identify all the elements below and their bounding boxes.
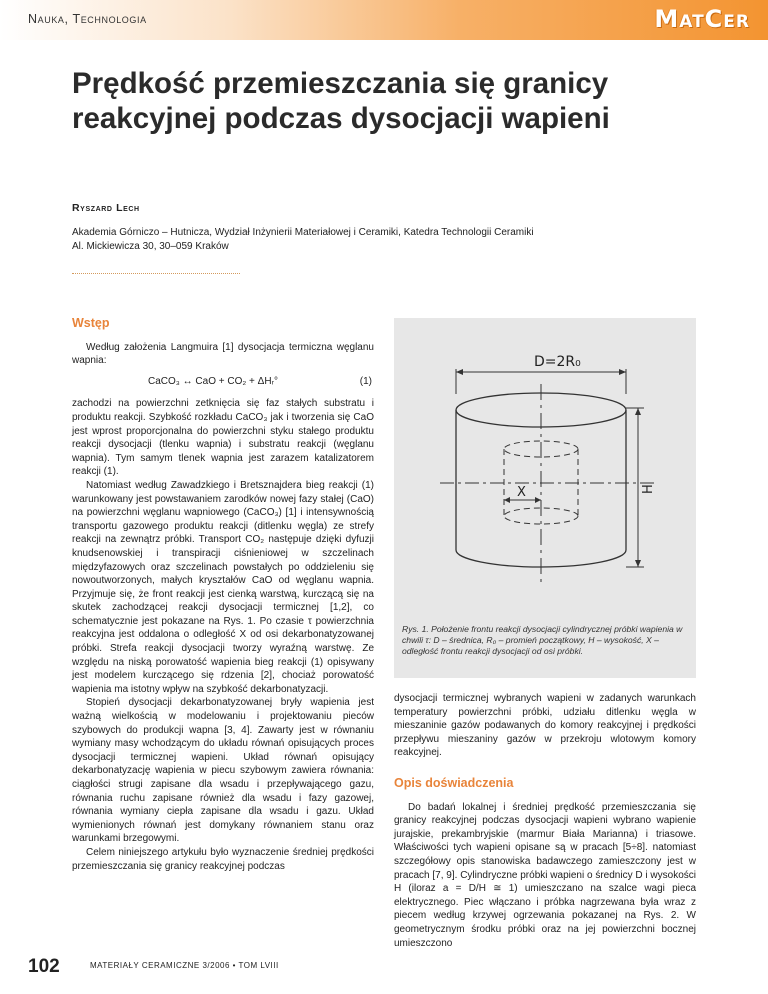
arrow-up (635, 408, 641, 415)
paragraph-5: dysocjacji termicznej wybranych wapieni w zadanych warunkach temperatury powierzchni próbki, udziału ditlenku węgla w mieszaninie gazów podawanych do komory reakcyjnej i prędkości przepływu mieszaniny gazów w przekroju wlotowym komory reakcyjnej. (394, 693, 696, 759)
paragraph-6: Do badań lokalnej i średniej prędkość przemieszczania się granicy reakcyjnej podczas dysocjacji wapieni wybrano wapienie jurajskie, prekambryjskie (marmur Biała Marianna) i triasowe. Właściwości tych wapieni opisane są w pracach [5÷8]. natomiast szczegółowy opis stanowiska badawczego zamieszczony jest w pracach [7, 9]. Cylindryczne próbki wapieni o średnicy D i wysokości H (iloraz a = D/H ≅ 1) umieszczano na szalce wagi pieca elektrycznego. Piec włączano i próbka nagrzewana była wraz z piecem według krzywej ogrzewania pokazanej na Rys. 2. W geometrycznym środku próbki oraz na jej powierzchni bocznej umieszczono (394, 801, 696, 949)
page-number: 102 (28, 956, 60, 977)
affiliation-line-1: Akademia Górniczo – Hutnicza, Wydział Inżynierii Materiałowej i Ceramiki, Katedra Technologii Ceramiki (72, 227, 534, 238)
journal-logo: MatCer (654, 5, 750, 33)
title-line-2: reakcyjnej podczas dysocjacji wapieni (72, 102, 610, 135)
paragraph-4: Celem niniejszego artykułu było wyznaczenie średniej prędkości przemieszczania się granicy reakcyjnej podczas (72, 846, 374, 872)
cylinder-diagram (400, 324, 690, 619)
paragraph-3: Stopień dysocjacji dekarbonatyzowanej bryły wapienia jest ważną wielkością w modelowaniu i projektowaniu pieców szybowych do produkcji wapna [3, 4]. Zawarty jest w równaniu wymiany masy wchodzącym do układu równań opisujących proces dysocjacji termicznej wapieni. Układ równań opisujący dekarbonatyzację wapienia w piecu szybowym zawiera równania: ciągłości strugi zapisane dla wsadu i przepływającego gazu, równania ruchu zapisane również dla wsadu i fazy gazowej, równania wymiany ciepła zapisane dla wsadu i gazu. Układ wymienionych równań jest domykany równaniem stanu oraz warunkami brzegowymi. (72, 697, 374, 845)
equation-number: (1) (359, 375, 372, 387)
left-column (72, 317, 374, 873)
arrow-x-right (535, 497, 541, 503)
arrow-left (456, 369, 463, 375)
affiliation-line-2: Al. Mickiewicza 30, 30–059 Kraków (72, 240, 229, 252)
author-name: Ryszard Lech (72, 202, 140, 214)
title-line-1: Prędkość przemieszczania się granicy (72, 67, 609, 100)
section-heading-intro: Wstęp (72, 316, 110, 330)
paragraph-1: zachodzi na powierzchni zetknięcia się faz stałych substratu i produktu reakcji. Szybkość rozkładu CaCO₃ jak i tworzenia się CaO jest wprost proporcjonalna do powierzchni styku stałego produktu reakcji dysocjacji (tlenku wapnia) i substratu reakcji (węglanu wapnia). Tym samym tlenek wapnia jest zarazem katalizatorem reakcji (1). (72, 398, 374, 478)
figure-1 (394, 318, 696, 678)
figure-caption: Rys. 1. Położenie frontu reakcji dysocjacji cylindrycznej próbki wapienia w chwili τ: D – średnica, R₀ – promień początkowy, H – wysokość, X – odległość frontu reakcji dysocjacji od osi próbki. (402, 624, 683, 656)
right-column (394, 318, 696, 950)
journal-footer: MATERIAŁY CERAMICZNE 3/2006 • TOM LVIII (90, 961, 279, 970)
article-title (72, 66, 712, 136)
equation-1 (72, 375, 374, 389)
section-label: Nauka, Technologia (28, 12, 147, 26)
paragraph-intro: Według założenia Langmuira [1] dysocjacja termiczna węglanu wapnia: (72, 341, 374, 367)
label-diameter: D=2R₀ (534, 354, 581, 370)
paragraph-2: Natomiast według Zawadzkiego i Bretsznajdera bieg reakcji (1) warunkowany jest powstawaniem zarodków nowej fazy stałej (CaO) na powierzchni węglanu wapniowego (CaCO₃) [1] i intensywnością transportu gazowego produktu reakcji (ditlenku węgla) ze strefy reakcji na zewnątrz próbki. Transport CO₂ następuje dzięki dyfuzji knudsenowskiej i transpiracji ciśnieniowej w szczelinach międzyfazowych oraz szczelinach powstałych po oddzieleniu się nowoutworzonych, małych kryształów CaO od węglanu wapnia. Przyjmuje się, że front reakcji jest cienką warstwą, kurczącą się na skutek zachodzącej reakcji dysocjacji termicznej [1,2], co schematycznie jest pokazane na Rys. 1. Po czasie τ powierzchnia reakcyjna jest oddalona o odległość X od osi dekarbonatyzowanej próbki. Strefa reakcji dysocjacji tworzy wyraźną warstwę. Ze względu na niską porowatość wapienia bieg reakcji (1) opisywany jest modelem kurczącego się rdzenia [2], chociaż porowatość wapienia ma istotny wpływ na szybkość dekarbonatyzacji. (72, 479, 374, 695)
label-x: X (517, 485, 526, 500)
arrow-down (635, 560, 641, 567)
divider (72, 273, 240, 274)
section-heading-experiment: Opis doświadczenia (394, 775, 514, 790)
affiliation (72, 226, 534, 253)
equation-text: CaCO₃ ↔ CaO + CO₂ + ΔHᵣ° (148, 375, 278, 387)
label-height: H (641, 484, 656, 494)
arrow-right (619, 369, 626, 375)
arrow-x-left (504, 497, 510, 503)
